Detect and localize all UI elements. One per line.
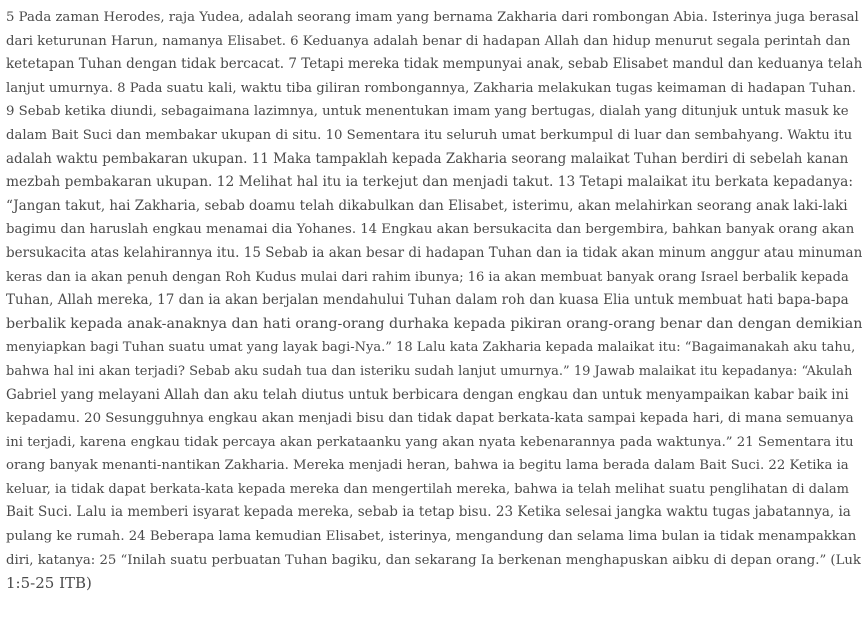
passage-line: 1:5-25 ITB)	[6, 574, 92, 593]
passage-line: mezbah pembakaran ukupan. 12 Melihat hal itu ia terkejut dan menjadi takut. 13 Tetapi malaikat itu berkata kepadanya:	[6, 174, 854, 191]
passage-line: ini terjadi, karena engkau tidak percaya akan perkataanku yang akan nyata kebenarannya pada waktunya.” 21 Sementara itu	[6, 434, 854, 450]
passage-line: bagimu dan haruslah engkau menamai dia Yohanes. 14 Engkau akan bersukacita dan bergembira, bahkan banyak orang akan	[6, 222, 855, 238]
passage-line: pulang ke rumah. 24 Beberapa lama kemudian Elisabet, isterinya, mengandung dan selama lima bulan ia tidak menampakkan	[6, 529, 857, 545]
passage-line: orang banyak menanti-nantikan Zakharia. Mereka menjadi heran, bahwa ia begitu lama berada dalam Bait Suci. 22 Ketika ia	[6, 458, 849, 474]
passage-line: keras dan ia akan penuh dengan Roh Kudus mulai dari rahim ibunya; 16 ia akan membuat banyak orang Israel berbalik kepada	[6, 269, 849, 285]
passage-line: Gabriel yang melayani Allah dan aku telah diutus untuk berbicara dengan engkau dan untuk menyampaikan kabar baik ini	[6, 386, 849, 403]
scripture-passage	[6, 6, 862, 596]
passage-line: lanjut umurnya. 8 Pada suatu kali, waktu tiba giliran rombongannya, Zakharia melakukan tugas keimaman di hadapan Tuhan.	[6, 80, 857, 96]
passage-line: dari keturunan Harun, namanya Elisabet. 6 Keduanya adalah benar di hadapan Allah dan hidup menurut segala perintah dan	[6, 33, 851, 49]
passage-line: adalah waktu pembakaran ukupan. 11 Maka tampaklah kepada Zakharia seorang malaikat Tuhan berdiri di sebelah kanan	[6, 150, 849, 167]
passage-line: diri, katanya: 25 “Inilah suatu perbuatan Tuhan bagiku, dan sekarang Ia berkenan menghapuskan aibku di depan orang.” (Luk	[6, 552, 861, 568]
passage-line: “Jangan takut, hai Zakharia, sebab doamu telah dikabulkan dan Elisabet, isterimu, akan melahirkan seorang anak laki-laki	[6, 197, 848, 214]
passage-line: keluar, ia tidak dapat berkata-kata kepada mereka dan mengertilah mereka, bahwa ia telah melihat suatu penglihatan di dalam	[6, 481, 849, 497]
passage-line: Tuhan, Allah mereka, 17 dan ia akan berjalan mendahului Tuhan dalam roh dan kuasa Elia untuk membuat hati bapa-bapa	[6, 292, 849, 309]
passage-line: bahwa hal ini akan terjadi? Sebab aku sudah tua dan isteriku sudah lanjut umurnya.” 19 Jawab malaikat itu kepadanya: “Akulah	[6, 363, 853, 379]
passage-line: Bait Suci. Lalu ia memberi isyarat kepada mereka, sebab ia tetap bisu. 23 Ketika selesai jangka waktu tugas jabatannya, ia	[6, 504, 851, 521]
passage-line: 5 Pada zaman Herodes, raja Yudea, adalah seorang imam yang bernama Zakharia dari rombongan Abia. Isterinya juga berasal	[6, 10, 859, 25]
passage-line: dalam Bait Suci dan membakar ukupan di situ. 10 Sementara itu seluruh umat berkumpul di luar dan sembahyang. Waktu itu	[6, 127, 853, 143]
passage-line: berbalik kepada anak-anaknya dan hati orang-orang durhaka kepada pikiran orang-orang benar dan dengan demikian	[6, 315, 863, 332]
passage-line: ketetapan Tuhan dengan tidak bercacat. 7 Tetapi mereka tidak mempunyai anak, sebab Elisabet mandul dan keduanya telah	[6, 56, 863, 73]
passage-line: menyiapkan bagi Tuhan suatu umat yang layak bagi-Nya.” 18 Lalu kata Zakharia kepada malaikat itu: “Bagaimanakah aku tahu,	[6, 340, 856, 356]
passage-line: bersukacita atas kelahirannya itu. 15 Sebab ia akan besar di hadapan Tuhan dan ia tidak akan minum anggur atau minuman	[6, 244, 863, 261]
passage-line: kepadamu. 20 Sesungguhnya engkau akan menjadi bisu dan tidak dapat berkata-kata sampai kepada hari, di mana semuanya	[6, 411, 854, 427]
passage-line: 9 Sebab ketika diundi, sebagaimana lazimnya, untuk menentukan imam yang bertugas, dialah yang ditunjuk untuk masuk ke	[6, 104, 849, 120]
